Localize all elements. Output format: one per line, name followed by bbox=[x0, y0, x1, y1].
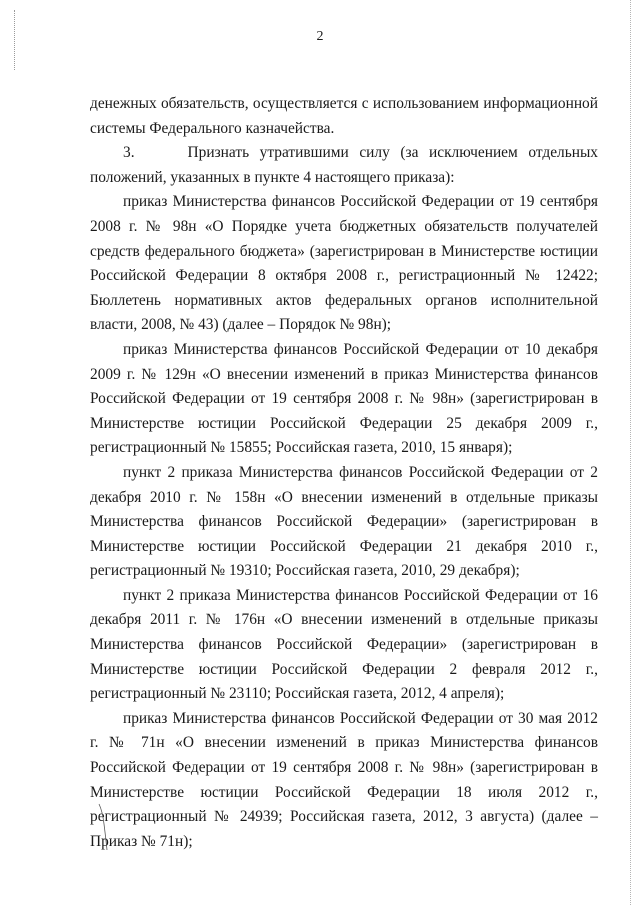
document-body bbox=[90, 92, 598, 854]
page-number: 2 bbox=[316, 29, 324, 44]
paragraph-order-158n: пункт 2 приказа Министерства финансов Российской Федерации от 2 декабря 2010 г. № 158н «О внесении изменений в отдельные приказы Министерства финансов Российской Федерации» (зарегистрирован в Министерстве юстиции Российской Федерации 21 декабря 2010 г., регистрационный № 19310; Российская газета, 2010, 29 декабря); bbox=[90, 463, 598, 580]
paragraph-continuation: денежных обязательств, осуществляется с использованием информационной системы Федерального казначейства. bbox=[90, 95, 598, 137]
paragraph-order-71n: приказ Министерства финансов Российской Федерации от 30 мая 2012 г. № 71н «О внесении изменений в приказ Министерства финансов Российской Федерации от 19 сентября 2008 г. № 98н» (зарегистрирован в Министерстве юстиции Российской Федерации 18 июля 2012 г., регистрационный № 24939; Российская газета, 2012, 3 августа) (далее – Приказ № 71н); bbox=[90, 709, 598, 850]
scan-edge-mark bbox=[630, 0, 634, 905]
paragraph-order-176n: пункт 2 приказа Министерства финансов Российской Федерации от 16 декабря 2011 г. № 176н «О внесении изменений в отдельные приказы Министерства финансов Российской Федерации» (зарегистрирован в Министерстве юстиции Российской Федерации 2 февраля 2012 г., регистрационный № 23110; Российская газета, 2012, 4 апреля); bbox=[90, 586, 598, 703]
paragraph-order-129n: приказ Министерства финансов Российской Федерации от 10 декабря 2009 г. № 129н «О внесении изменений в приказ Министерства финансов Российской Федерации от 19 сентября 2008 г. № 98н» (зарегистрирован в Министерстве юстиции Российской Федерации 25 декабря 2009 г., регистрационный № 15855; Российская газета, 2010, 15 января); bbox=[90, 340, 598, 457]
paragraph-order-98n: приказ Министерства финансов Российской Федерации от 19 сентября 2008 г. № 98н «О Порядке учета бюджетных обязательств получателей средств федерального бюджета» (зарегистрирован в Министерстве юстиции Российской Федерации 8 октября 2008 г., регистрационный № 12422; Бюллетень нормативных актов федеральных органов исполнительной власти, 2008, № 43) (далее – Порядок № 98н); bbox=[90, 193, 598, 334]
paragraph-item-3: 3. Признать утратившими силу (за исключением отдельных положений, указанных в пункте 4 настоящего приказа): bbox=[90, 144, 598, 186]
pen-mark bbox=[96, 802, 110, 852]
